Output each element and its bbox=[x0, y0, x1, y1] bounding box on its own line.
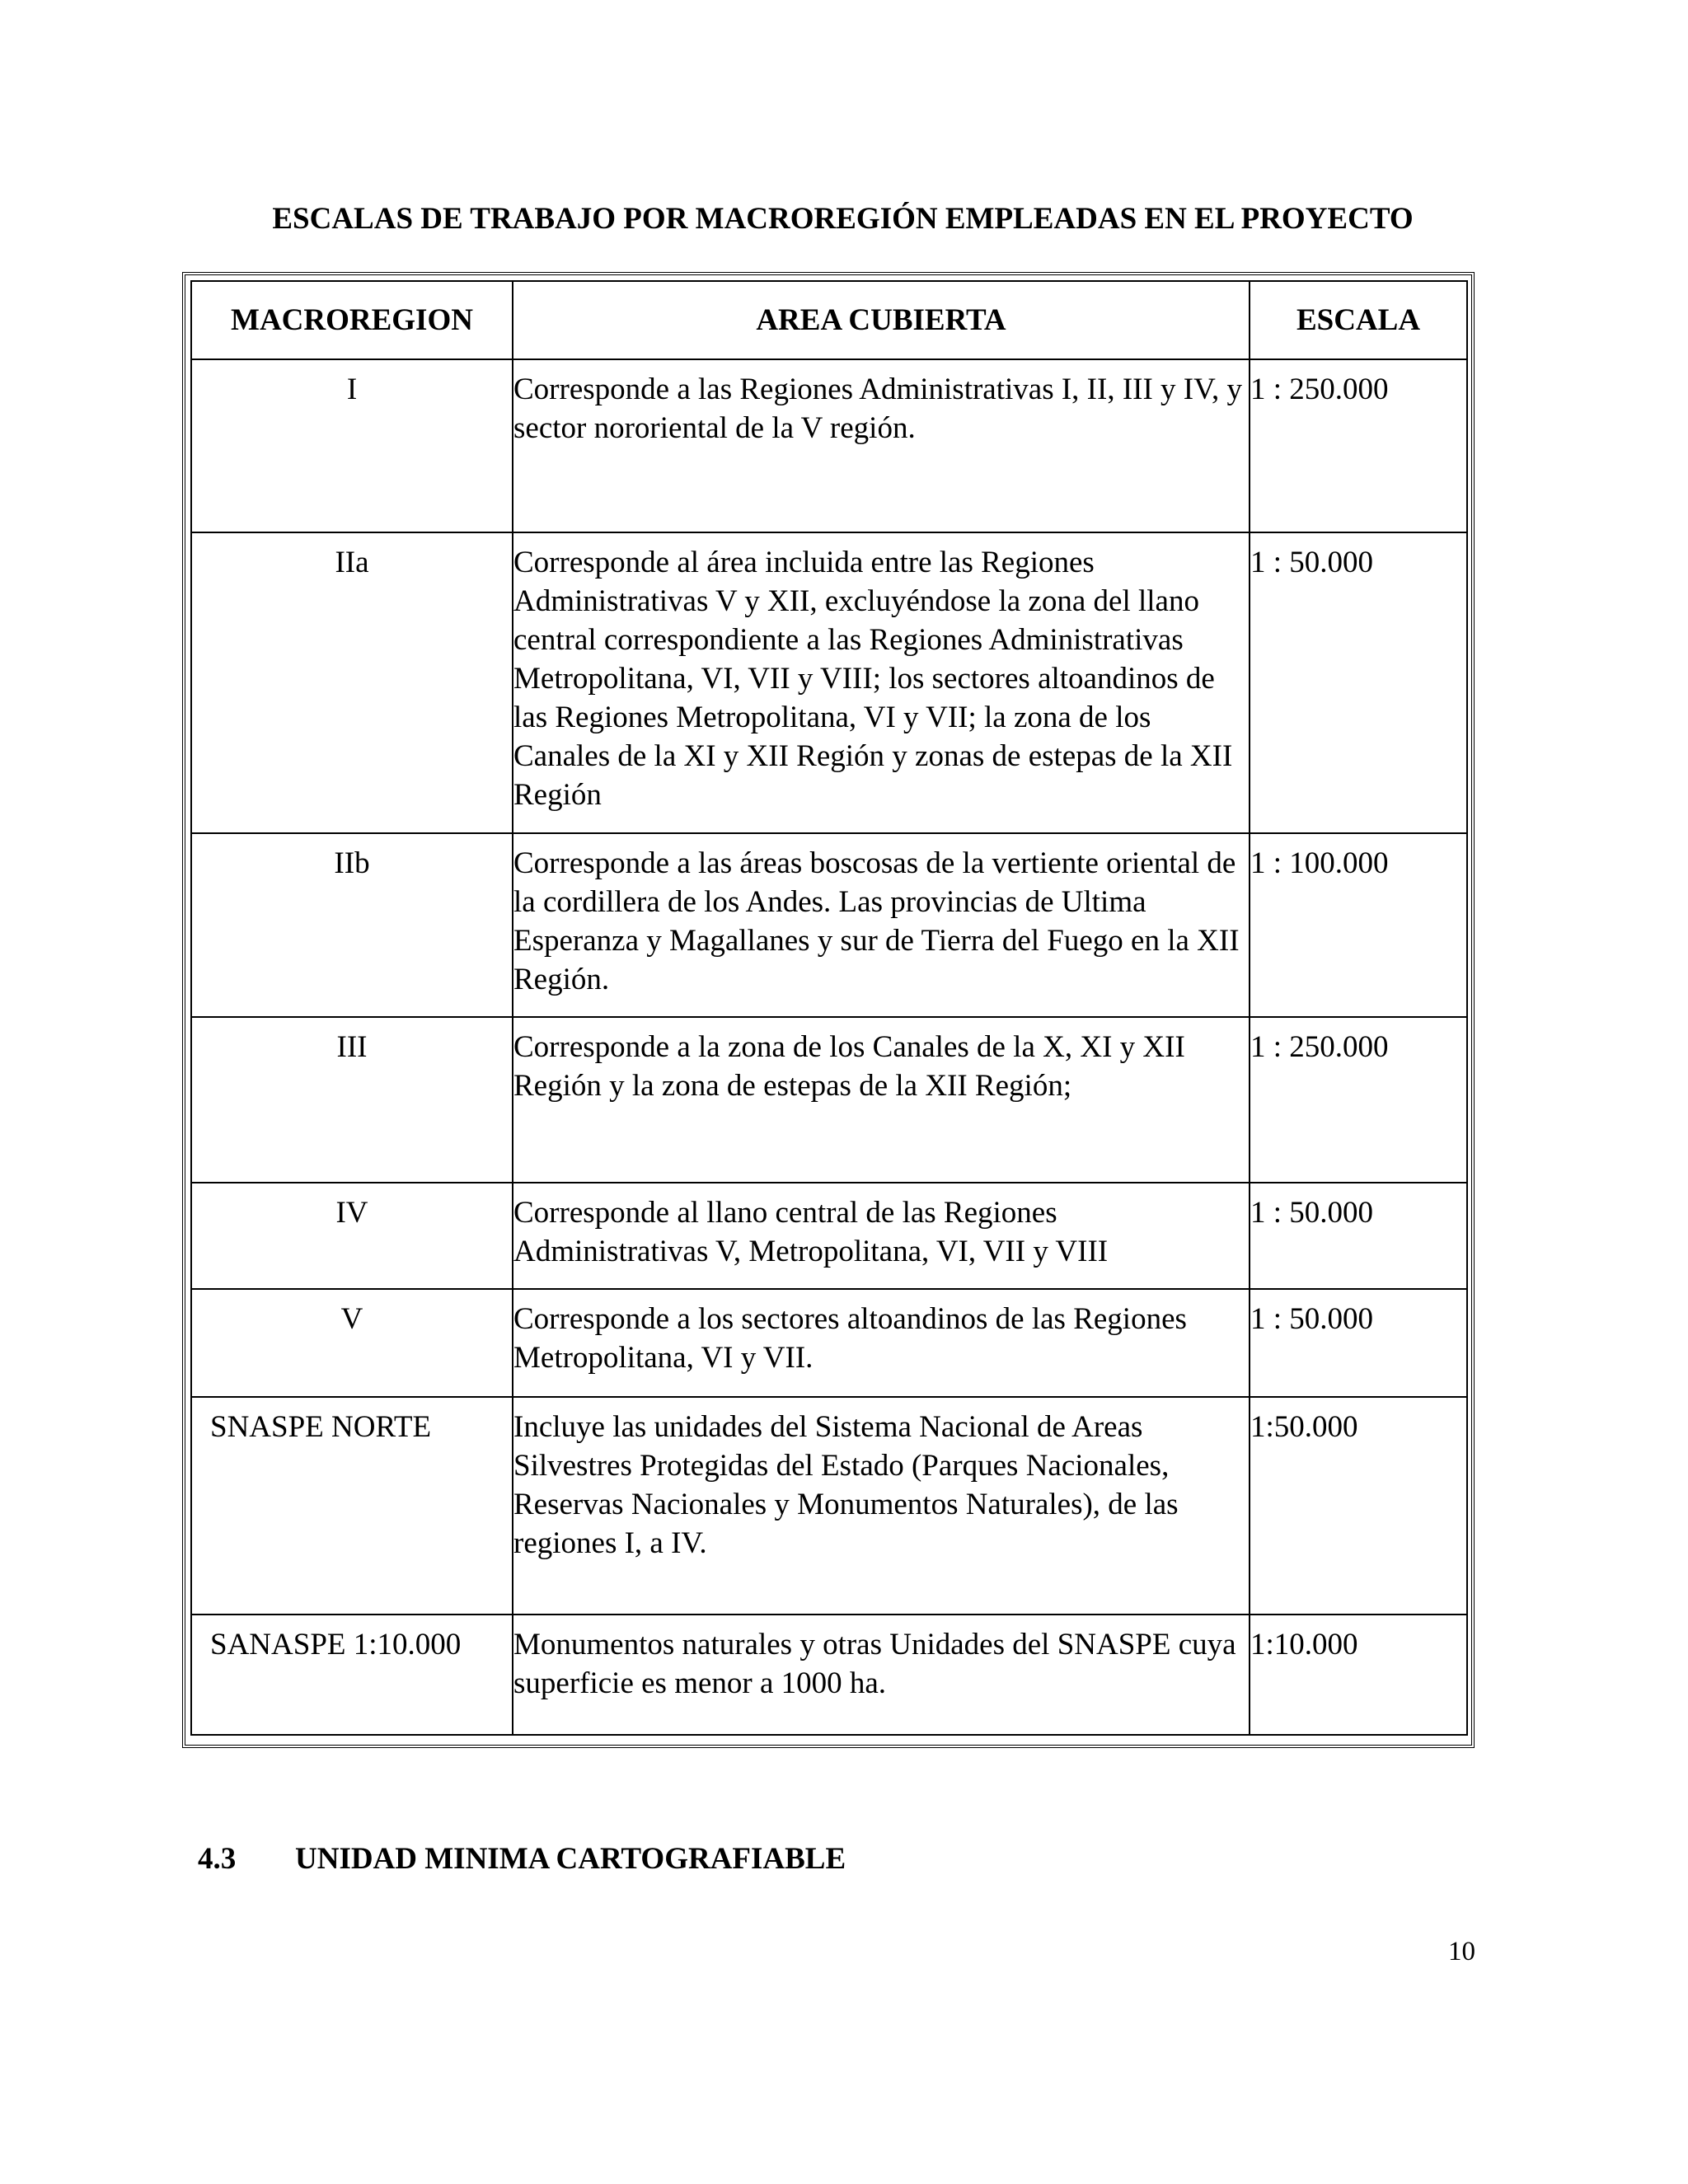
document-title: ESCALAS DE TRABAJO POR MACROREGIÓN EMPLEADAS EN EL PROYECTO bbox=[272, 202, 1414, 236]
scale-cell: 1 : 50.000 bbox=[1250, 1289, 1467, 1397]
section-title: UNIDAD MINIMA CARTOGRAFIABLE bbox=[295, 1842, 846, 1876]
area-cell: Corresponde a las áreas boscosas de la vertiente oriental de la cordillera de los Andes. Las provincias de Ultima Esperanza y Magallanes y sur de Tierra del Fuego en la XII Región. bbox=[513, 833, 1250, 1017]
scales-table-frame bbox=[182, 272, 1475, 1748]
scales-table bbox=[190, 280, 1468, 1736]
section-number: 4.3 bbox=[198, 1842, 237, 1876]
area-cell: Corresponde al llano central de las Regiones Administrativas V, Metropolitana, VI, VII y VIII bbox=[513, 1183, 1250, 1289]
table-row bbox=[191, 1183, 1467, 1289]
area-cell: Corresponde a los sectores altoandinos de las Regiones Metropolitana, VI y VII. bbox=[513, 1289, 1250, 1397]
area-cell: Corresponde al área incluida entre las Regiones Administrativas V y XII, excluyéndose la zona del llano central correspondiente a las Regiones Administrativas Metropolitana, VI, VII y VIII; los sectores altoandinos de las Regiones Metropolitana, VI y VII; la zona de los Canales de la XI y XII Región y zonas de estepas de la XII Región bbox=[513, 532, 1250, 833]
table-row bbox=[191, 1289, 1467, 1397]
area-cell: Corresponde a la zona de los Canales de la X, XI y XII Región y la zona de estepas de la XII Región; bbox=[513, 1017, 1250, 1183]
area-cell: Incluye las unidades del Sistema Nacional de Areas Silvestres Protegidas del Estado (Parques Nacionales, Reservas Nacionales y Monumentos Naturales), de las regiones I, a IV. bbox=[513, 1397, 1250, 1615]
table-row bbox=[191, 532, 1467, 833]
scale-cell: 1 : 50.000 bbox=[1250, 532, 1467, 833]
header-area-cubierta: AREA CUBIERTA bbox=[513, 281, 1250, 359]
macroregion-cell: IIa bbox=[191, 532, 513, 833]
area-cell: Corresponde a las Regiones Administrativas I, II, III y IV, y sector nororiental de la V región. bbox=[513, 359, 1250, 532]
scale-cell: 1 : 100.000 bbox=[1250, 833, 1467, 1017]
table-row bbox=[191, 1615, 1467, 1735]
macroregion-cell: V bbox=[191, 1289, 513, 1397]
macroregion-cell: SANASPE 1:10.000 bbox=[191, 1615, 513, 1735]
header-escala: ESCALA bbox=[1250, 281, 1467, 359]
area-cell: Monumentos naturales y otras Unidades del SNASPE cuya superficie es menor a 1000 ha. bbox=[513, 1615, 1250, 1735]
macroregion-cell: IIb bbox=[191, 833, 513, 1017]
table-row bbox=[191, 359, 1467, 532]
table-row bbox=[191, 1397, 1467, 1615]
section-heading bbox=[198, 1836, 846, 1882]
macroregion-cell: IV bbox=[191, 1183, 513, 1289]
scale-cell: 1 : 50.000 bbox=[1250, 1183, 1467, 1289]
table-header-row bbox=[191, 281, 1467, 359]
macroregion-cell: I bbox=[191, 359, 513, 532]
header-macroregion: MACROREGION bbox=[191, 281, 513, 359]
page-number: 10 bbox=[1448, 1937, 1475, 1966]
macroregion-cell: SNASPE NORTE bbox=[191, 1397, 513, 1615]
macroregion-cell: III bbox=[191, 1017, 513, 1183]
scale-cell: 1 : 250.000 bbox=[1250, 359, 1467, 532]
scale-cell: 1 : 250.000 bbox=[1250, 1017, 1467, 1183]
table-row bbox=[191, 1017, 1467, 1183]
scale-cell: 1:50.000 bbox=[1250, 1397, 1467, 1615]
scale-cell: 1:10.000 bbox=[1250, 1615, 1467, 1735]
table-row bbox=[191, 833, 1467, 1017]
